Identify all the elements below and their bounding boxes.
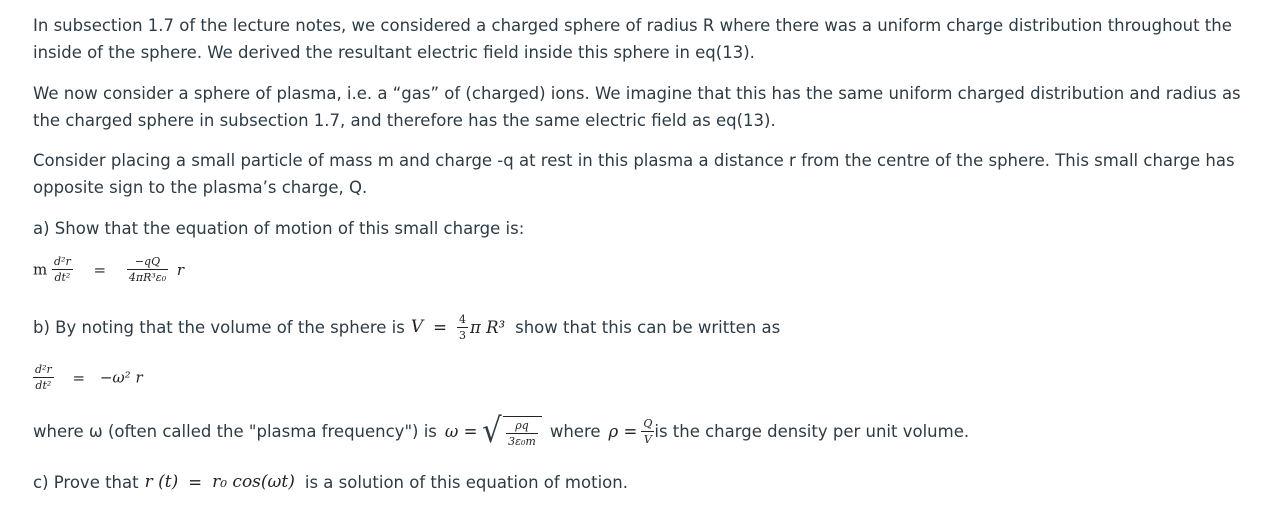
part-c-text-after: is a solution of this equation of motion. bbox=[304, 473, 628, 492]
eq2-lhs-den: dt² bbox=[35, 379, 52, 392]
omega-sqrt bbox=[481, 412, 541, 450]
omega-fraction bbox=[506, 420, 538, 447]
rho-den: V bbox=[643, 432, 652, 446]
equation-harmonic bbox=[33, 364, 143, 391]
volume-equals: = bbox=[433, 318, 447, 337]
paragraph-plasma: We now consider a sphere of plasma, i.e. a “gas” of (charged) ions. We imagine that this has the same uniform charged distribution and radius as the charged sphere in subsection 1.7, and therefore has the same electric field as eq(13). bbox=[33, 84, 1241, 130]
sqrt-icon: √ bbox=[482, 411, 503, 451]
omega-text-mid: where bbox=[549, 421, 601, 441]
rho-fraction bbox=[641, 418, 654, 445]
volume-rest: π R³ bbox=[469, 318, 506, 337]
omega-num: ρq bbox=[506, 420, 538, 434]
solution-equals: = bbox=[188, 473, 203, 492]
part-b-line bbox=[33, 314, 1248, 341]
paragraph-intro: In subsection 1.7 of the lecture notes, we considered a charged sphere of radius R where there was a uniform charge distribution throughout the inside of the sphere. We derived the resultant electric field inside this sphere in eq(13). bbox=[33, 16, 1232, 62]
part-c-text-before: c) Prove that bbox=[33, 473, 139, 492]
eq1-r: r bbox=[176, 260, 185, 279]
volume-V: V bbox=[410, 317, 424, 337]
eq2-rhs: −ω² r bbox=[99, 368, 143, 387]
omega-text-before: where ω (often called the "plasma frequency") is bbox=[33, 421, 437, 441]
eq1-rhs-den: 4πR³ε₀ bbox=[128, 271, 167, 284]
omega-lhs: ω = bbox=[444, 421, 478, 441]
eq2-lhs-num: d²r bbox=[35, 363, 52, 376]
volume-frac-den: 3 bbox=[458, 329, 466, 342]
eq2-lhs-fraction bbox=[33, 364, 54, 391]
eq1-lhs-den: dt² bbox=[54, 271, 71, 284]
eq2-equals: = bbox=[72, 368, 86, 387]
solution-rhs: r₀ cos(ωt) bbox=[212, 472, 295, 492]
volume-frac-num: 4 bbox=[458, 313, 466, 326]
volume-fraction bbox=[457, 314, 468, 341]
solution-lhs: r (t) bbox=[144, 472, 179, 492]
omega-den: 3ε₀m bbox=[508, 435, 536, 448]
eq1-lhs-fraction bbox=[52, 256, 73, 283]
eq1-rhs-fraction bbox=[127, 256, 168, 283]
rho-num: Q bbox=[643, 416, 653, 430]
part-b-text-before: b) By noting that the volume of the sphere is bbox=[33, 318, 405, 337]
part-b-text-after: show that this can be written as bbox=[515, 318, 781, 337]
eq1-rhs-num: −qQ bbox=[127, 256, 168, 270]
eq1-equals: = bbox=[93, 260, 107, 279]
part-a-text: a) Show that the equation of motion of this small charge is: bbox=[33, 219, 525, 238]
omega-line bbox=[33, 412, 1248, 450]
rho-text-after: is the charge density per unit volume. bbox=[654, 421, 970, 441]
rho-lhs: ρ = bbox=[608, 421, 638, 441]
paragraph-particle: Consider placing a small particle of mass m and charge -q at rest in this plasma a distance r from the centre of the sphere. This small charge has opposite sign to the plasma’s charge, Q. bbox=[33, 151, 1235, 197]
eq1-mass: m bbox=[33, 260, 48, 279]
eq1-lhs-num: d²r bbox=[54, 255, 71, 268]
part-c-line bbox=[33, 469, 1248, 496]
equation-of-motion bbox=[33, 256, 184, 283]
